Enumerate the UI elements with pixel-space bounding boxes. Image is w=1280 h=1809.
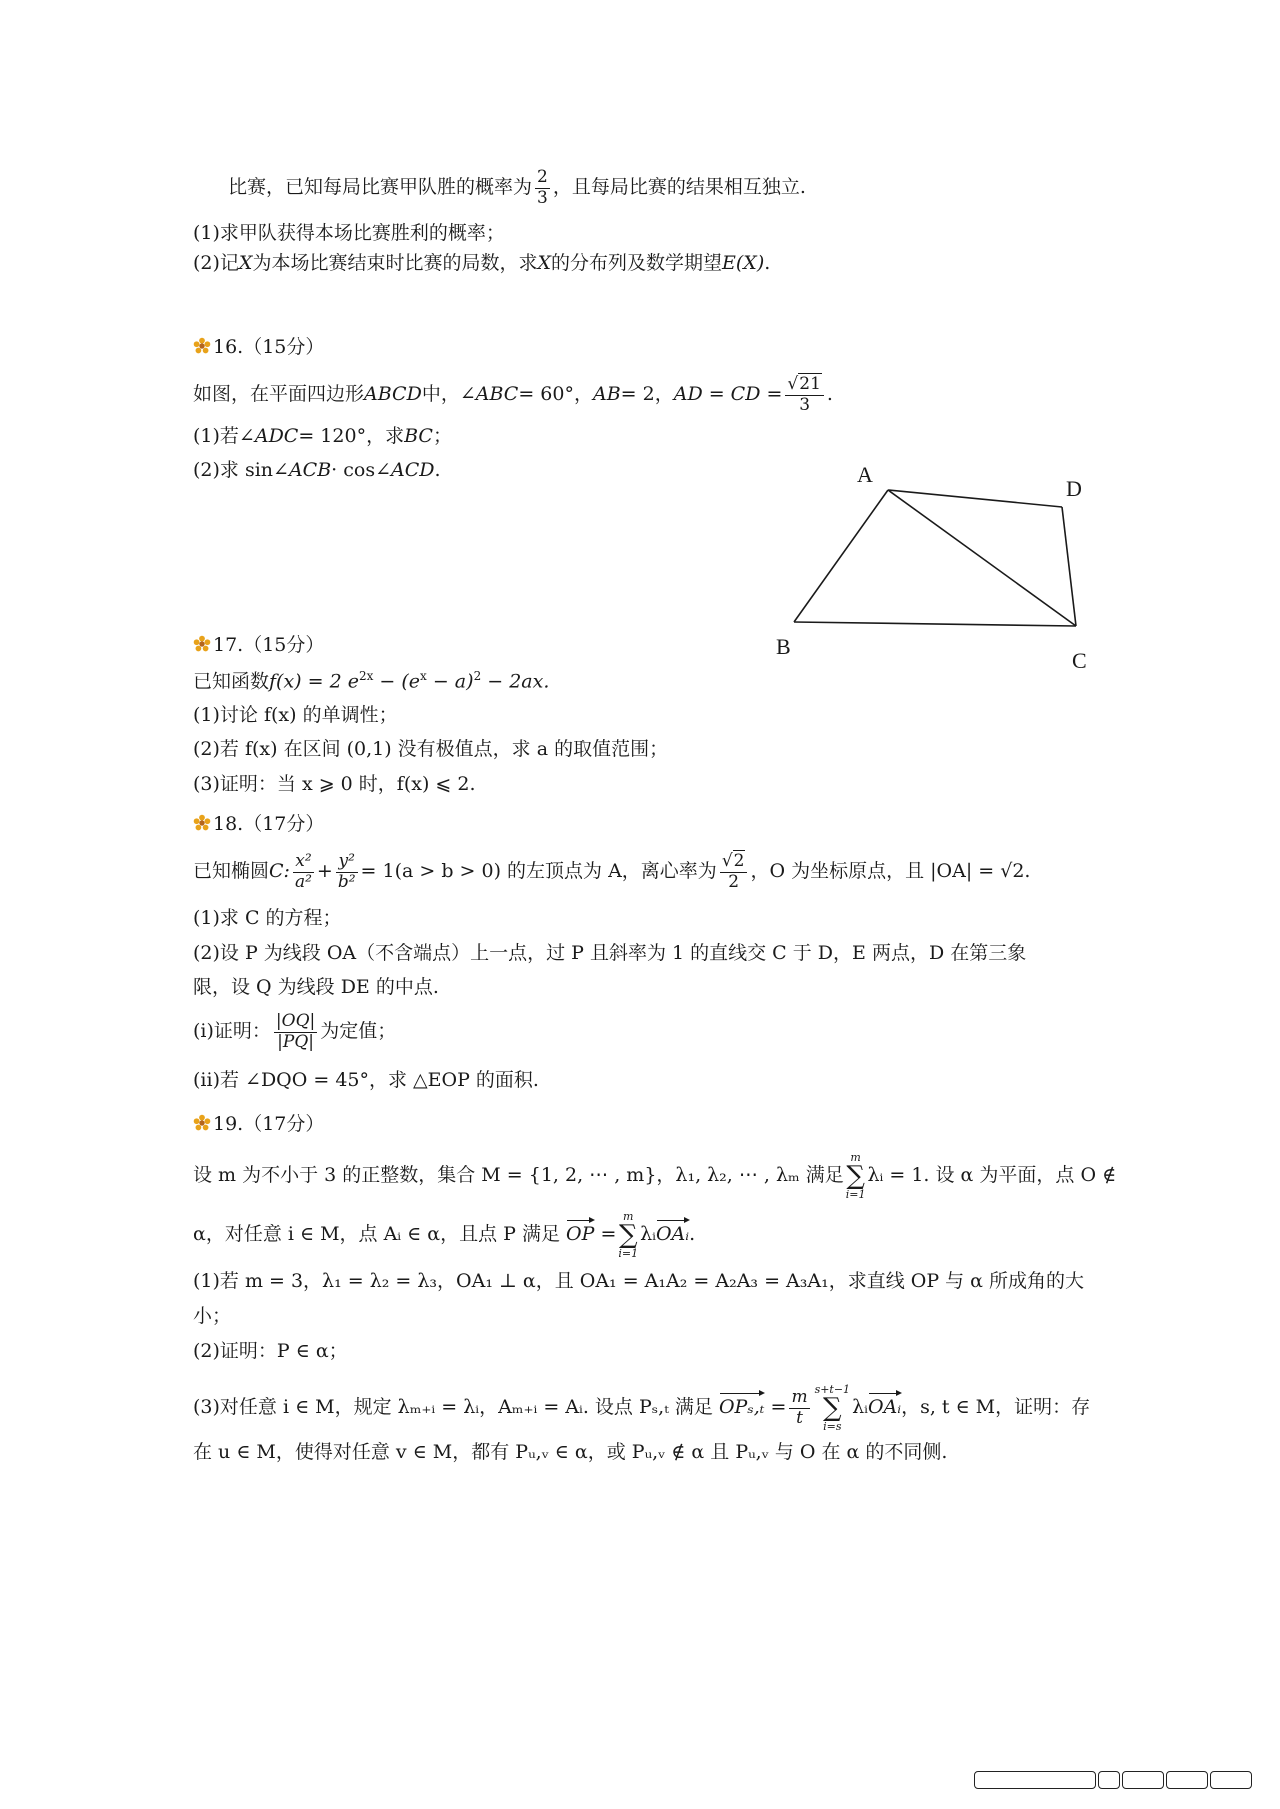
flower-icon	[193, 635, 211, 653]
q15-part2: (2)记X为本场比赛结束时比赛的局数，求X的分布列及数学期望E(X).	[193, 252, 771, 274]
edge-da	[888, 490, 1062, 507]
q17-stem: 已知函数f(x) = 2 $e^{2x} - (e^x - a)^2 - 2ax$.	[193, 669, 550, 693]
q16-part2: (2)求 sin∠ACB· cos∠ACD.	[193, 459, 441, 481]
strip-segment[interactable]	[1122, 1771, 1164, 1789]
edge-bc	[794, 622, 1076, 626]
summation-s-to-t: s+t−1 ∑ i=s	[814, 1383, 851, 1433]
q19-part2: (2)证明：P ∈ α；	[193, 1340, 348, 1362]
viewer-page-strip[interactable]	[974, 1767, 1274, 1791]
q15-part1: (1)求甲队获得本场比赛胜利的概率；	[193, 222, 505, 244]
q19-stem-line1: 设 m 为不小于 3 的正整数，集合 M = {1, 2, ⋯ , m}，λ₁, λ₂, ⋯ , λₘ 满足 m ∑ i=1 λᵢ = 1. 设 α 为平面，点 O ∉	[193, 1151, 1117, 1201]
fraction-x2-a2: $\frac{\text{x²}}{\text{a²}}$	[294, 851, 312, 892]
q19-heading: 19.（17分）	[193, 1113, 324, 1136]
q19-part1-line1: (1)若 m = 3，λ₁ = λ₂ = λ₃，OA₁ ⊥ α，且 OA₁ = A₁A₂ = A₂A₃ = A₃A₁，求直线 OP 与 α 所成角的大	[193, 1270, 1085, 1292]
fraction-sqrt2-over-2: $\frac{√2}{2}$	[720, 852, 748, 892]
q18-part1: (1)求 C 的方程；	[193, 907, 342, 929]
q19-part1-line2: 小；	[193, 1305, 232, 1327]
summation-m: m ∑ i=1	[845, 1151, 866, 1201]
q17-part3: (3)证明：当 x ⩾ 0 时，f(x) ⩽ 2.	[193, 773, 476, 795]
strip-segment[interactable]	[974, 1771, 1096, 1789]
fraction-oq-pq: $\frac{|OQ|}{|PQ|}$	[275, 1011, 316, 1052]
vertex-label-d: D	[1066, 476, 1082, 501]
q16-heading: 16.（15分）	[193, 336, 324, 359]
q17-part2: (2)若 f(x) 在区间 (0,1) 没有极值点，求 a 的取值范围；	[193, 738, 669, 760]
vertex-label-b: B	[776, 634, 791, 659]
vertex-label-a: A	[857, 462, 873, 487]
q18-part2-line1: (2)设 P 为线段 OA（不含端点）上一点，过 P 且斜率为 1 的直线交 C 于 D，E 两点，D 在第三象	[193, 942, 1027, 964]
q16-part1: (1)若∠ADC= 120°，求BC；	[193, 425, 452, 447]
q17-heading: 17.（15分）	[193, 634, 324, 657]
diagonal-ac	[888, 490, 1076, 626]
q18-stem: 已知椭圆C: $\frac{\text{x²}}{\text{a²}}$ + $\frac{\text{y²}}{\text{b²}}$ = 1(a > b > 0) 的左顶点为 A，离心率为 $\frac{√2}{2}$ ，O 为坐标原点，且 |OA| = √2.	[193, 851, 1031, 892]
q19-stem-line2: α，对任意 i ∈ M，点 Aᵢ ∈ α，且点 P 满足 OP = m ∑ i=1 λᵢOAᵢ.	[193, 1210, 696, 1260]
fraction-sqrt21-over-3: $\frac{√21}{3}$	[785, 375, 823, 415]
q18-heading: 18.（17分）	[193, 813, 324, 836]
q19-part3-line2: 在 u ∈ M，使得对任意 v ∈ M，都有 Pᵤ,ᵥ ∈ α，或 Pᵤ,ᵥ ∉ α 且 Pᵤ,ᵥ 与 O 在 α 的不同侧.	[193, 1441, 948, 1463]
flower-icon	[193, 1114, 211, 1132]
strip-segment[interactable]	[1210, 1771, 1252, 1789]
q19-part3-line1: (3)对任意 i ∈ M，规定 λₘ₊ᵢ = λᵢ，Aₘ₊ᵢ = Aᵢ. 设点 Pₛ,ₜ 满足 OPₛ,ₜ = $\frac{m}{t}$ s+t−1 ∑ i=s λᵢOAᵢ，s, t ∈ M，证明：存	[193, 1383, 1091, 1433]
q15-intro: 比赛，已知每局比赛甲队胜的概率为 $\frac{2}{3}$ ，且每局比赛的结果相互独立.	[228, 167, 806, 208]
strip-segment[interactable]	[1098, 1771, 1120, 1789]
q18-part-ii: (ii)若 ∠DQO = 45°，求 △EOP 的面积.	[193, 1069, 539, 1091]
flower-icon	[193, 814, 211, 832]
q17-part1: (1)讨论 f(x) 的单调性；	[193, 704, 398, 726]
fraction-two-thirds: $\frac{2}{3}$	[537, 167, 548, 208]
q18-part2-line2: 限，设 Q 为线段 DE 的中点.	[193, 976, 439, 998]
vertex-label-c: C	[1072, 648, 1087, 673]
edge-cd	[1062, 507, 1076, 626]
q18-part-i: (i)证明： $\frac{|OQ|}{|PQ|}$ 为定值；	[193, 1011, 397, 1052]
strip-segment[interactable]	[1166, 1771, 1208, 1789]
edge-ab	[794, 490, 888, 622]
q16-stem: 如图，在平面四边形ABCD中，∠ABC= 60°，AB= 2，AD = CD = $\frac{√21}{3}$ .	[193, 374, 833, 415]
fraction-y2-b2: $\frac{\text{y²}}{\text{b²}}$	[337, 851, 356, 892]
summation-m-2: m ∑ i=1	[618, 1210, 639, 1260]
fraction-m-over-t: $\frac{m}{t}$	[791, 1386, 808, 1428]
